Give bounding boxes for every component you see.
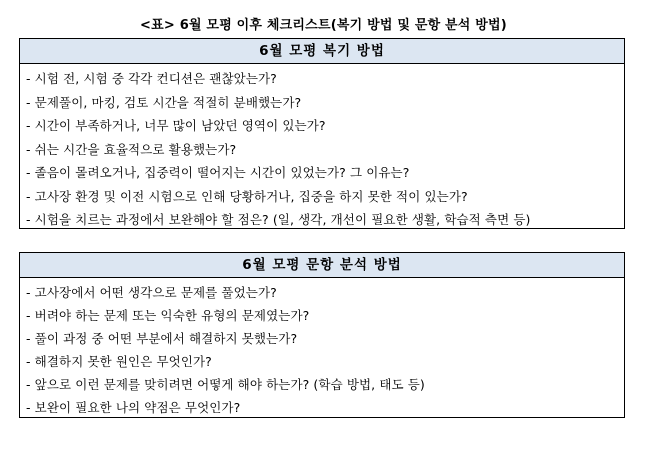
review-checklist-list: [20, 64, 624, 232]
list-item: - 풀이 과정 중 어떤 부분에서 해결하지 못했는가?: [26, 331, 298, 346]
list-item: - 고사장에서 어떤 생각으로 문제를 풀었는가?: [26, 285, 277, 300]
list-item: - 졸음이 몰려오거나, 집중력이 떨어지는 시간이 있었는가? 그 이유는?: [26, 165, 410, 180]
list-item: - 시간이 부족하거나, 너무 많이 남았던 영역이 있는가?: [26, 118, 326, 133]
list-item: - 앞으로 이런 문제를 맞히려면 어떻게 해야 하는가? (학습 방법, 태도 등): [26, 377, 425, 392]
review-checklist-box: [19, 38, 625, 229]
list-item: - 문제풀이, 마킹, 검토 시간을 적절히 분배했는가?: [26, 94, 302, 110]
list-item: - 쉬는 시간을 효율적으로 활용했는가?: [26, 141, 237, 157]
list-item: - 시험을 치르는 과정에서 보완해야 할 점은? (일, 생각, 개선이 필요한 생활, 학습적 측면 등): [26, 212, 531, 227]
analysis-checklist-box: [19, 252, 625, 418]
table-caption: <표> 6월 모평 이후 체크리스트(복기 방법 및 문항 분석 방법): [140, 18, 507, 33]
list-item: - 고사장 환경 및 이전 시험으로 인해 당황하거나, 집중을 하지 못한 적이 있는가?: [26, 188, 468, 204]
review-checklist-title: 6월 모평 복기 방법: [20, 39, 624, 64]
list-item: - 해결하지 못한 원인은 무엇인가?: [26, 354, 212, 369]
analysis-checklist-title: 6월 모평 문항 분석 방법: [20, 253, 624, 278]
list-item: - 시험 전, 시험 중 각각 컨디션은 괜찮았는가?: [26, 71, 277, 86]
list-item: - 보완이 필요한 나의 약점은 무엇인가?: [26, 400, 241, 415]
analysis-checklist-list: [20, 278, 624, 419]
list-item: - 버려야 하는 문제 또는 익숙한 유형의 문제였는가?: [26, 308, 310, 323]
